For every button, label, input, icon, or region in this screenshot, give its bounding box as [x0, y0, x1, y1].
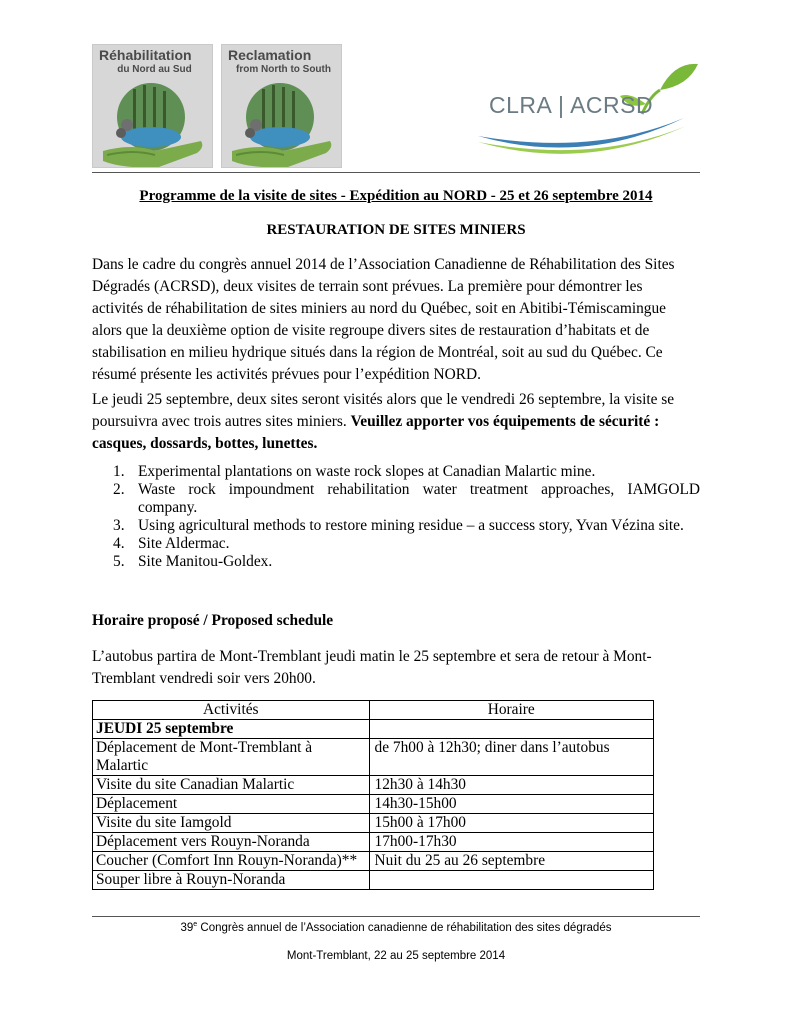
- list-item-number: 5.: [113, 553, 125, 570]
- activity-text: Malartic: [96, 757, 149, 774]
- table-cell: [369, 720, 653, 739]
- visit-paragraph: [92, 389, 700, 455]
- list-item: [113, 535, 700, 553]
- clra-logo-text: CLRA | ACRSD: [489, 92, 654, 118]
- landscape-hand-icon: [222, 81, 342, 168]
- safety-equipment: casques, dossards, bottes, lunettes.: [92, 435, 318, 452]
- bus-line: L’autobus partira de Mont-Tremblant jeudi matin le 25 septembre et sera de retour à Mont-: [92, 648, 652, 665]
- list-item: [113, 553, 700, 571]
- time-cell: 12h30 à 14h30: [369, 776, 653, 795]
- activity-cell: Coucher (Comfort Inn Rouyn-Noranda)**: [93, 852, 370, 871]
- table-row: [93, 814, 654, 833]
- logo-right-subtitle: from North to South: [236, 64, 331, 75]
- list-item-number: 2.: [113, 481, 125, 498]
- column-header-activities: Activités: [93, 701, 370, 720]
- day-label: JEUDI 25 septembre: [93, 720, 370, 739]
- reclamation-logo: [221, 44, 342, 168]
- rehabilitation-logo: [92, 44, 213, 168]
- logo-left-subtitle: du Nord au Sud: [117, 64, 192, 75]
- footer-location-line: Mont-Tremblant, 22 au 25 septembre 2014: [286, 950, 506, 962]
- activity-cell: Déplacement: [93, 795, 370, 814]
- congress-number: 39: [180, 922, 194, 934]
- table-row: [93, 833, 654, 852]
- program-title: Programme de la visite de sites - Expédition au NORD - 25 et 26 septembre 2014: [139, 188, 653, 204]
- safety-notice: Veuillez apporter vos équipements de sécurité :: [350, 413, 660, 430]
- time-cell: [369, 871, 653, 890]
- list-item-text: Site Aldermac.: [138, 535, 230, 552]
- time-cell: 14h30-15h00: [369, 795, 653, 814]
- list-item-number: 1.: [113, 463, 125, 480]
- schedule-heading: Horaire proposé / Proposed schedule: [92, 612, 334, 629]
- time-cell: de 7h00 à 12h30; diner dans l’autobus: [369, 739, 653, 776]
- list-item: [113, 463, 700, 481]
- time-cell: Nuit du 25 au 26 septembre: [369, 852, 653, 871]
- schedule-table: [92, 700, 654, 890]
- congress-name: Congrès annuel de l’Association canadienne de réhabilitation des sites dégradés: [197, 922, 612, 934]
- logo-right-title: Reclamation: [228, 47, 312, 63]
- ordinal-suffix: e: [193, 921, 198, 928]
- footer-divider: [92, 916, 700, 917]
- intro-paragraph: [92, 254, 700, 386]
- intro-line: activités de réhabilitation de sites miniers au nord du Québec, soit en Abitibi-Témiscamingue: [92, 300, 667, 317]
- list-item-continuation: company.: [138, 499, 198, 516]
- activity-cell: Visite du site Iamgold: [93, 814, 370, 833]
- table-row: [93, 776, 654, 795]
- intro-line: stabilisation en milieu hydrique situés dans la région de Montréal, soit au sud du Québec. Ce: [92, 344, 663, 361]
- intro-line: Dans le cadre du congrès annuel 2014 de l’Association Canadienne de Réhabilitation des Sites: [92, 256, 675, 273]
- bus-paragraph: [92, 646, 700, 690]
- activity-cell: [93, 739, 370, 776]
- header-divider: [92, 172, 700, 173]
- logo-left-title: Réhabilitation: [99, 47, 192, 63]
- intro-line: résumé présente les activités prévues pour l’expédition NORD.: [92, 366, 481, 383]
- footer-congress-line: [92, 921, 700, 934]
- activity-cell: Déplacement vers Rouyn-Noranda: [93, 833, 370, 852]
- bus-line: Tremblant vendredi soir vers 20h00.: [92, 670, 316, 687]
- visit-text: poursuivra avec trois autres sites miniers.: [92, 413, 351, 430]
- intro-line: Dégradés (ACRSD), deux visites de terrain sont prévues. La première pour démontrer les: [92, 278, 643, 295]
- clra-acrsd-logo: [474, 56, 704, 166]
- table-row: [93, 852, 654, 871]
- list-item-text: Experimental plantations on waste rock slopes at Canadian Malartic mine.: [138, 463, 596, 480]
- time-cell: 17h00-17h30: [369, 833, 653, 852]
- activity-cell: Souper libre à Rouyn-Noranda: [93, 871, 370, 890]
- landscape-hand-icon: [93, 81, 213, 168]
- list-item: [113, 481, 700, 499]
- list-item-text: Using agricultural methods to restore mining residue – a success story, Yvan Vézina site.: [138, 517, 684, 534]
- list-item-number: 3.: [113, 517, 125, 534]
- table-row: [93, 720, 654, 739]
- table-row: [93, 739, 654, 776]
- list-item: [113, 517, 700, 535]
- time-cell: 15h00 à 17h00: [369, 814, 653, 833]
- visit-line: [92, 411, 700, 433]
- table-header-row: [93, 701, 654, 720]
- site-list: [113, 463, 700, 571]
- visit-line: Le jeudi 25 septembre, deux sites seront visités alors que le vendredi 26 septembre, la visite se: [92, 391, 675, 408]
- list-item-text: Waste rock impoundment rehabilitation water treatment approaches, IAMGOLD: [138, 481, 700, 498]
- intro-line: alors que la deuxième option de visite regroupe divers sites de restauration d’habitats et de: [92, 322, 650, 339]
- activity-text: Déplacement de Mont-Tremblant à: [96, 739, 313, 756]
- table-row: [93, 795, 654, 814]
- activity-cell: Visite du site Canadian Malartic: [93, 776, 370, 795]
- column-header-schedule: Horaire: [369, 701, 653, 720]
- list-item-text: Site Manitou-Goldex.: [138, 553, 273, 570]
- list-item-number: 4.: [113, 535, 125, 552]
- section-title: RESTAURATION DE SITES MINIERS: [266, 222, 526, 238]
- table-row: [93, 871, 654, 890]
